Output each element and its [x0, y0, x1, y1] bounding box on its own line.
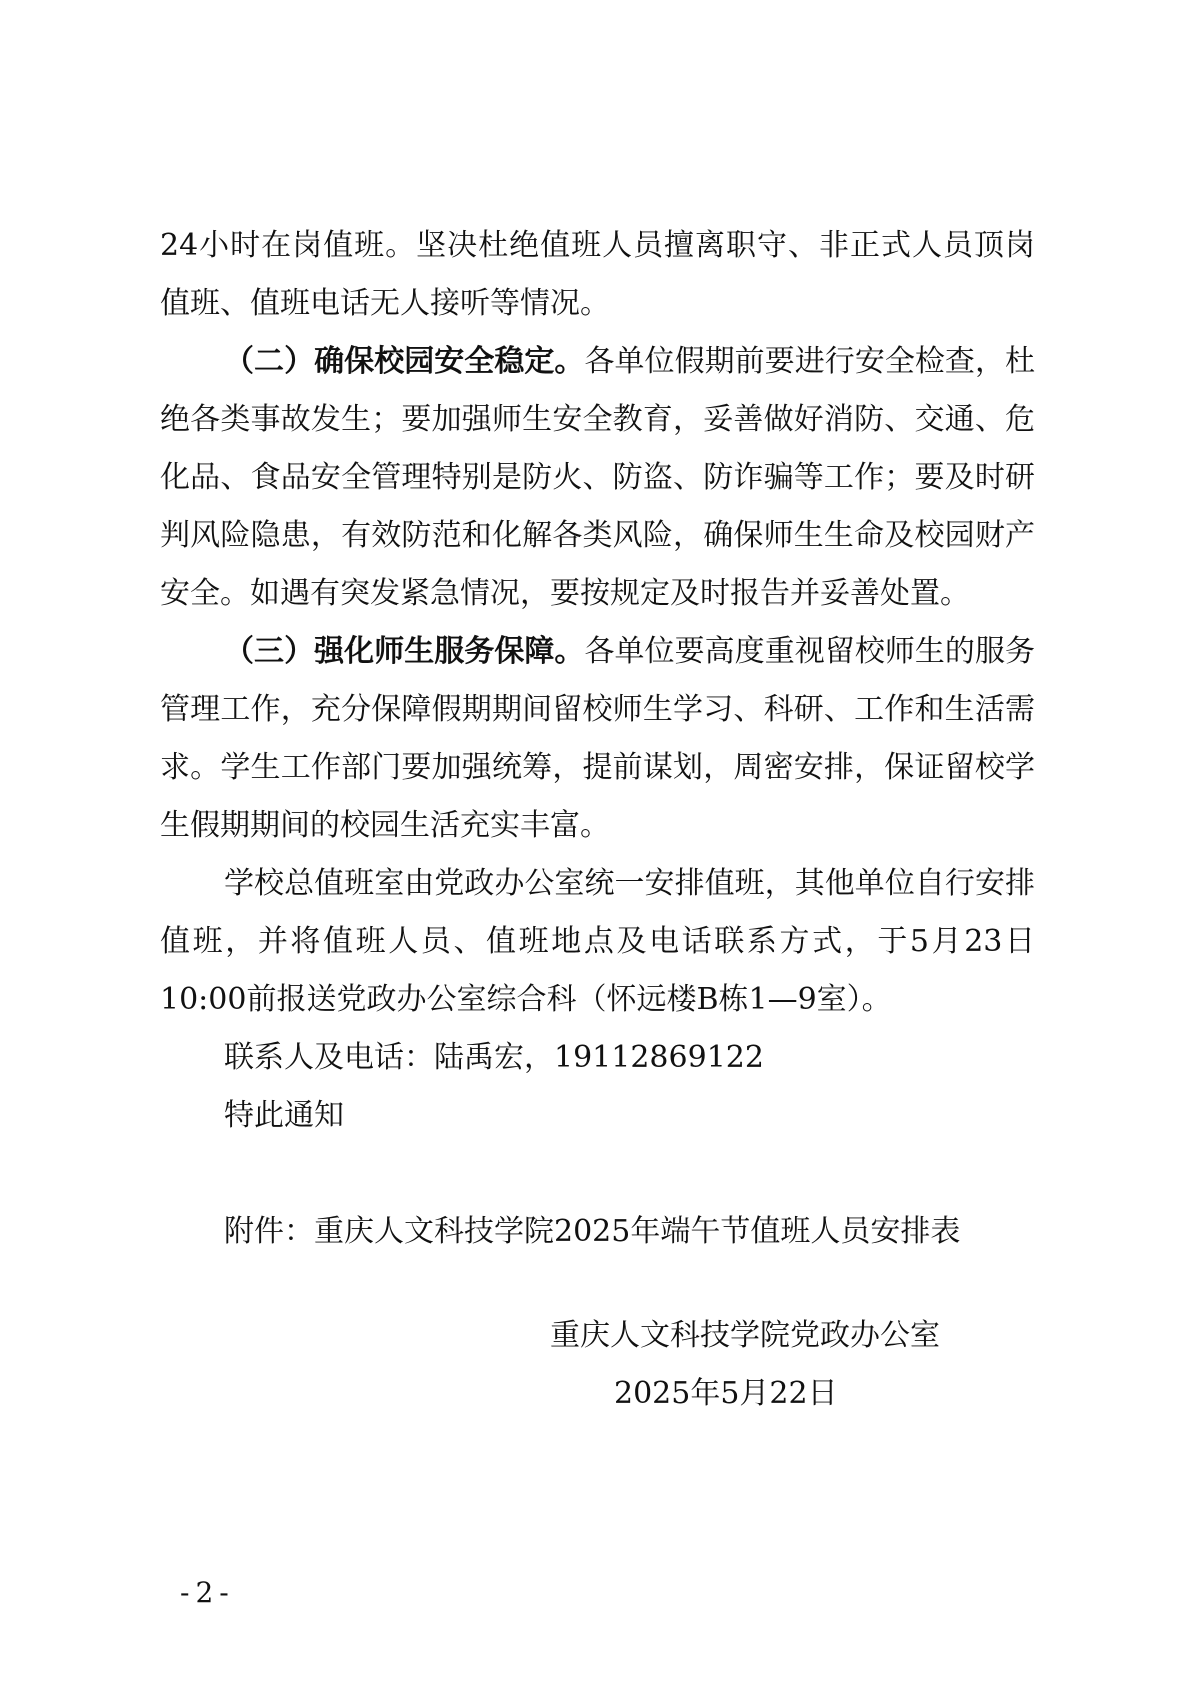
paragraph-service — [160, 623, 1035, 855]
document-body — [160, 217, 1035, 1261]
text-safety: 各单位假期前要进行安全检查，杜绝各类事故发生；要加强师生安全教育，妥善做好消防、交通、危化品、食品安全管理特别是防火、防盗、防诈骗等工作；要及时研判风险隐患，有效防范和化解各类风险，确保师生生命及校园财产安全。如遇有突发紧急情况，要按规定及时报告并妥善处置。 — [160, 344, 1036, 611]
signature-block — [550, 1307, 990, 1423]
text-service: 各单位要高度重视留校师生的服务管理工作，充分保障假期期间留校师生学习、科研、工作和生活需求。学生工作部门要加强统筹，提前谋划，周密安排，保证留校学生假期期间的校园生活充实丰富。 — [160, 634, 1036, 843]
paragraph-duty: 24小时在岗值班。坚决杜绝值班人员擅离职守、非正式人员顶岗值班、值班电话无人接听等情况。 — [160, 228, 1035, 321]
heading-service: （三）强化师生服务保障。 — [224, 634, 585, 669]
heading-safety: （二）确保校园安全稳定。 — [224, 344, 585, 379]
signature-org: 重庆人文科技学院党政办公室 — [550, 1318, 940, 1353]
closing-line: 特此通知 — [224, 1098, 344, 1133]
signature-date: 2025年5月22日 — [614, 1376, 838, 1411]
page-number: -2- — [180, 1576, 235, 1609]
paragraph-safety — [160, 333, 1035, 623]
attachment-line: 附件：重庆人文科技学院2025年端午节值班人员安排表 — [224, 1214, 961, 1249]
paragraph-arrangement: 学校总值班室由党政办公室统一安排值班，其他单位自行安排值班，并将值班人员、值班地点及电话联系方式，于5月23日10:00前报送党政办公室综合科（怀远楼B栋1—9室）。 — [160, 866, 1035, 1017]
contact-line: 联系人及电话：陆禹宏，19112869122 — [224, 1040, 764, 1075]
